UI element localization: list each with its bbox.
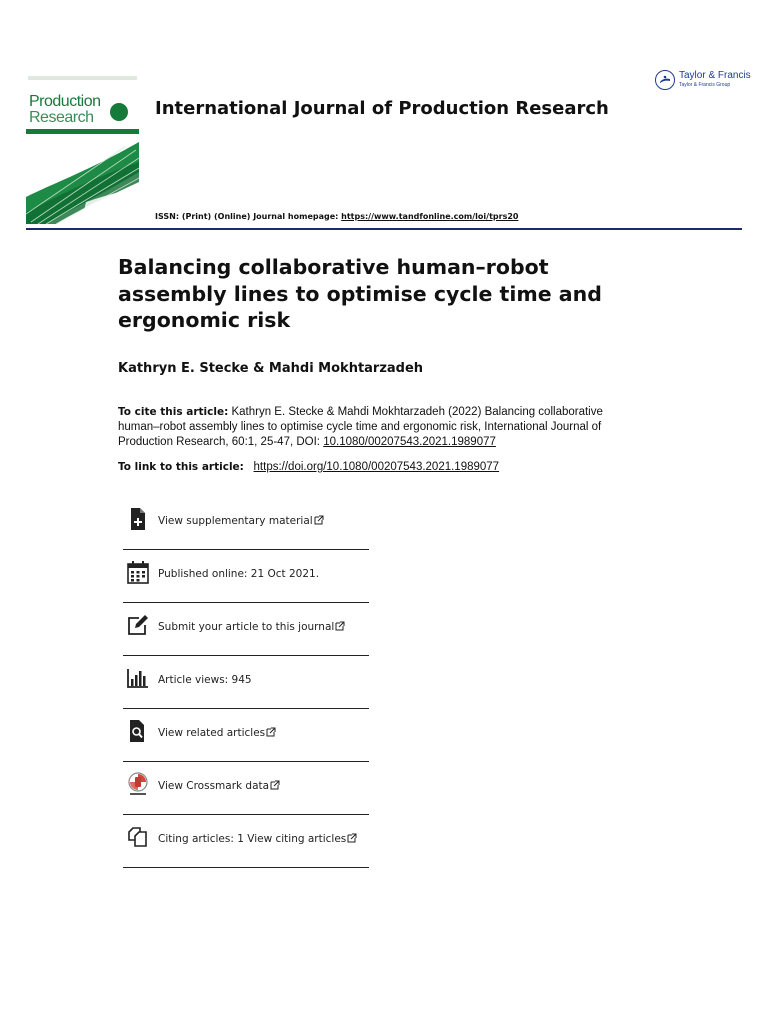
journal-cover-image (26, 74, 139, 224)
journal-title: International Journal of Production Research (155, 98, 609, 119)
citing-articles-label: Citing articles: 1 View citing articles (158, 833, 347, 845)
external-link-icon (270, 780, 280, 790)
cover-artwork (26, 142, 139, 224)
citing-articles-item[interactable] (123, 815, 369, 868)
calendar-icon (127, 560, 149, 584)
published-online-label: Published online: 21 Oct 2021. (158, 568, 320, 580)
supplementary-material-label: View supplementary material (158, 515, 313, 527)
related-articles-item[interactable] (123, 709, 369, 762)
crossmark-label: View Crossmark data (158, 780, 270, 792)
article-doi-link[interactable]: https://doi.org/10.1080/00207543.2021.1989077 (253, 461, 500, 473)
citation-block (118, 405, 638, 450)
add-file-icon (127, 507, 149, 531)
publisher-logo-icon (655, 70, 675, 90)
issn-line (155, 212, 518, 221)
cover-title-line2: Research (29, 109, 94, 126)
article-info-list (123, 497, 369, 868)
search-document-icon (127, 719, 149, 743)
edit-icon (127, 613, 149, 637)
article-views-label: Article views: 945 (158, 674, 252, 686)
submit-article-item[interactable] (123, 603, 369, 656)
cite-text: Kathryn E. Stecke & Mahdi Mokhtarzadeh (2022) Balancing collaborative human–robot assembly lines to optimise cycle time and ergonomic risk, International Journal of Production Research, 60:1, 25-47, DOI: (118, 406, 603, 448)
supplementary-material-item[interactable] (123, 497, 369, 550)
related-articles-label: View related articles (158, 727, 266, 739)
article-views-item (123, 656, 369, 709)
bar-chart-icon (127, 666, 149, 690)
submit-article-label: Submit your article to this journal (158, 621, 335, 633)
crossmark-icon (127, 772, 149, 796)
citing-icon (127, 825, 149, 849)
external-link-icon (335, 621, 345, 631)
cite-doi-link[interactable]: 10.1080/00207543.2021.1989077 (323, 436, 496, 448)
external-link-icon (347, 833, 357, 843)
publisher-name: Taylor & Francis (679, 70, 751, 81)
external-link-icon (266, 727, 276, 737)
cite-label: To cite this article: (118, 406, 229, 418)
issn-text: ISSN: (Print) (Online) Journal homepage: (155, 212, 342, 221)
cover-title-line1: Production (29, 93, 101, 110)
publisher-group: Taylor & Francis Group (679, 82, 731, 88)
journal-homepage-link[interactable]: https://www.tandfonline.com/loi/tprs20 (341, 212, 519, 221)
external-link-icon (314, 515, 324, 525)
header-divider (26, 228, 742, 230)
article-authors: Kathryn E. Stecke & Mahdi Mokhtarzadeh (118, 361, 424, 376)
cover-badge (110, 103, 128, 121)
article-title: Balancing collaborative human–robot assembly lines to optimise cycle time and ergonomic risk (118, 255, 602, 332)
published-online-item (123, 550, 369, 603)
article-link-line (118, 461, 499, 473)
link-label: To link to this article: (118, 461, 248, 473)
crossmark-item[interactable] (123, 762, 369, 815)
